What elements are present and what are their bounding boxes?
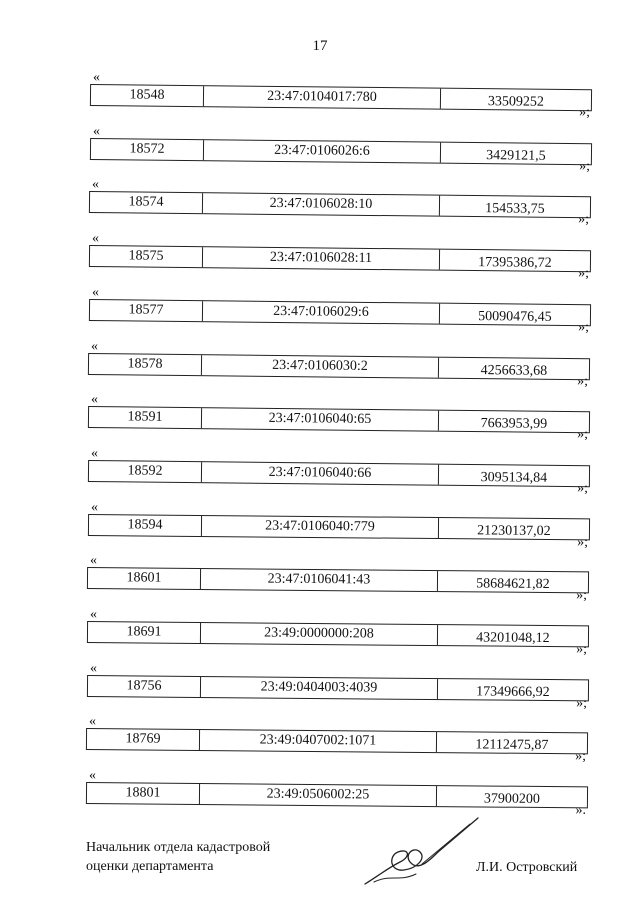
table-entry — [88, 394, 592, 446]
table-row — [87, 621, 589, 647]
close-quote: »; — [578, 266, 589, 282]
table-row — [88, 460, 590, 487]
table-entry — [86, 716, 590, 768]
open-quote: « — [89, 768, 96, 784]
table-row — [89, 299, 591, 326]
open-quote: « — [92, 231, 99, 247]
open-quote: « — [92, 284, 99, 300]
cadastral-number: 23:47:0106029:6 — [203, 301, 440, 323]
cadastral-number: 23:47:0106041:43 — [201, 569, 438, 591]
close-quote: »; — [577, 427, 588, 443]
cadastral-value: 37900200 — [483, 791, 541, 808]
row-number: 18578 — [89, 354, 202, 375]
close-quote: ». — [575, 803, 586, 819]
cadastral-value: 43201048,12 — [476, 630, 550, 647]
table-entry — [90, 123, 594, 178]
open-quote: « — [93, 123, 100, 139]
cadastral-number: 23:47:0106040:65 — [202, 408, 439, 430]
cadastral-number: 23:49:0404003:4039 — [201, 677, 438, 699]
row-number: 18592 — [89, 461, 202, 482]
row-number: 18601 — [88, 568, 201, 589]
cadastral-value: 50090476,45 — [478, 308, 552, 325]
row-number: 18575 — [90, 246, 203, 267]
signer-name: Л.И. Островский — [476, 860, 578, 875]
table-row — [86, 728, 588, 754]
table-row — [87, 567, 589, 593]
table-entry — [87, 609, 591, 661]
table-row — [90, 84, 592, 111]
row-number: 18548 — [91, 85, 204, 106]
cadastral-value: 3095134,84 — [480, 470, 548, 486]
close-quote: »; — [579, 105, 590, 120]
signer-position-line-1: Начальник отдела кадастровой — [86, 840, 271, 855]
cadastral-value: 17349666,92 — [476, 684, 550, 700]
cadastral-number: 23:47:0106026:6 — [204, 140, 441, 162]
table-entry — [90, 72, 594, 124]
close-quote: »; — [579, 158, 590, 174]
open-quote: « — [93, 70, 100, 85]
table-entry — [89, 284, 593, 339]
open-quote: « — [89, 714, 96, 730]
open-quote: « — [91, 392, 98, 408]
cadastral-value: 12112475,87 — [475, 737, 549, 754]
cadastral-number: 23:47:0106040:779 — [202, 516, 439, 538]
cadastral-value: 58684621,82 — [476, 576, 550, 593]
row-number: 18594 — [89, 515, 202, 536]
table-row — [88, 514, 590, 540]
table-entry — [88, 445, 592, 500]
table-entry — [88, 338, 592, 393]
table-row — [86, 782, 588, 808]
table-row — [90, 138, 592, 165]
open-quote: « — [90, 607, 97, 622]
table-row — [88, 353, 590, 380]
table-row — [89, 191, 591, 218]
open-quote: « — [91, 338, 98, 354]
cadastral-number: 23:47:0106040:66 — [202, 462, 439, 484]
table-row — [88, 406, 590, 433]
row-number: 18572 — [91, 139, 204, 160]
row-number: 18591 — [89, 407, 202, 428]
row-number: 18769 — [87, 729, 200, 750]
cadastral-value: 7663953,99 — [480, 416, 548, 432]
table-entry — [87, 660, 591, 715]
signer-position — [86, 838, 270, 876]
table-entry — [86, 770, 590, 822]
close-quote: »; — [576, 642, 587, 657]
cadastral-number: 23:47:0104017:780 — [204, 86, 441, 108]
close-quote: »; — [577, 534, 588, 550]
table-entry — [87, 555, 591, 607]
cadastral-number: 23:49:0407002:1071 — [200, 730, 437, 752]
page-number: 17 — [312, 38, 328, 54]
close-quote: »; — [577, 373, 588, 389]
row-number: 18691 — [88, 622, 201, 643]
close-quote: »; — [576, 588, 587, 604]
row-number: 18577 — [90, 300, 203, 321]
open-quote: « — [91, 445, 98, 461]
open-quote: « — [90, 660, 97, 676]
table-row — [89, 245, 591, 272]
cadastral-number: 23:47:0106028:11 — [203, 247, 440, 269]
cadastral-value: 17395386,72 — [478, 255, 552, 271]
signer-position-line-2: оценки департамента — [86, 859, 214, 874]
cadastral-value: 33509252 — [487, 94, 545, 110]
table-row — [87, 675, 589, 701]
cadastral-number: 23:49:0000000:208 — [201, 623, 438, 645]
row-number: 18801 — [87, 783, 200, 804]
close-quote: »; — [577, 480, 588, 496]
open-quote: « — [92, 177, 99, 193]
cadastral-value: 4256633,68 — [480, 362, 548, 379]
open-quote: « — [91, 499, 98, 515]
row-number: 18756 — [88, 676, 201, 697]
close-quote: »; — [578, 212, 589, 228]
close-quote: »; — [575, 749, 586, 765]
cadastral-number: 23:47:0106028:10 — [203, 194, 440, 216]
cadastral-value: 3429121,5 — [486, 147, 546, 164]
cadastral-value: 154533,75 — [485, 201, 545, 218]
handwritten-signature-icon — [360, 812, 490, 892]
cadastral-number: 23:49:0506002:25 — [200, 784, 437, 806]
open-quote: « — [90, 553, 97, 569]
table-entry — [88, 499, 592, 554]
table-entry — [89, 179, 593, 231]
table-entry — [89, 233, 593, 285]
close-quote: »; — [576, 695, 587, 711]
row-number: 18574 — [90, 192, 203, 213]
cadastral-value: 21230137,02 — [477, 522, 551, 539]
close-quote: »; — [578, 319, 589, 335]
cadastral-number: 23:47:0106030:2 — [202, 355, 439, 377]
